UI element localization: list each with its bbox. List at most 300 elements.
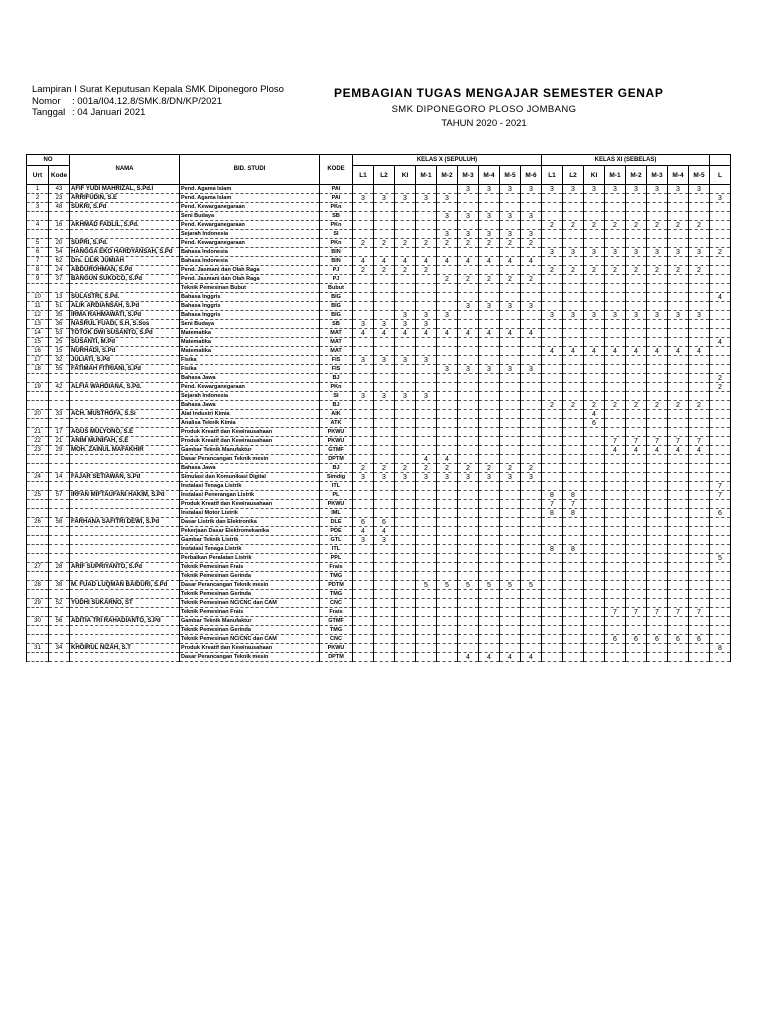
header-urt: Urt <box>27 166 49 185</box>
cell-hours <box>374 599 395 608</box>
cell-kode: PDE <box>320 527 353 536</box>
cell-kode: GTL <box>320 536 353 545</box>
cell-hours <box>500 293 521 302</box>
cell-bid-studi: Bahasa Jawa <box>180 464 320 473</box>
cell-hours <box>395 581 416 590</box>
header-class-col: M-1 <box>605 166 626 185</box>
cell-kode-no: 29 <box>49 446 70 455</box>
cell-hours <box>395 365 416 374</box>
cell-hours <box>416 599 437 608</box>
cell-hours <box>668 329 689 338</box>
header-class-col: M-6 <box>521 166 542 185</box>
cell-hours <box>458 428 479 437</box>
table-row <box>27 491 731 500</box>
cell-hours <box>584 239 605 248</box>
cell-hours: 2 <box>563 221 584 230</box>
cell-kode-no <box>49 635 70 644</box>
cell-hours <box>395 455 416 464</box>
cell-hours <box>458 203 479 212</box>
cell-hours <box>710 428 731 437</box>
cell-hours <box>710 500 731 509</box>
header-kelas-x: KELAS X (SEPULUH) <box>353 155 542 166</box>
cell-hours <box>605 599 626 608</box>
cell-hours <box>563 437 584 446</box>
cell-hours <box>668 545 689 554</box>
cell-hours: 3 <box>605 185 626 194</box>
cell-kode-no: 28 <box>49 563 70 572</box>
cell-hours <box>437 572 458 581</box>
cell-hours: 3 <box>521 473 542 482</box>
cell-kode-no <box>49 464 70 473</box>
cell-hours <box>668 410 689 419</box>
cell-hours <box>437 410 458 419</box>
cell-hours <box>689 329 710 338</box>
cell-hours <box>353 590 374 599</box>
cell-hours <box>710 239 731 248</box>
cell-hours <box>605 203 626 212</box>
table-row <box>27 446 731 455</box>
cell-hours <box>710 329 731 338</box>
cell-hours <box>563 212 584 221</box>
table-row <box>27 302 731 311</box>
cell-bid-studi: Gambar Teknik Listrik <box>180 536 320 545</box>
cell-hours: 4 <box>458 257 479 266</box>
cell-urt: 16 <box>27 347 49 356</box>
cell-hours <box>542 212 563 221</box>
cell-kode: PAI <box>320 185 353 194</box>
cell-hours: 3 <box>479 212 500 221</box>
cell-hours <box>710 401 731 410</box>
cell-hours: 3 <box>479 185 500 194</box>
cell-hours <box>668 365 689 374</box>
cell-hours: 2 <box>437 239 458 248</box>
cell-hours <box>710 392 731 401</box>
cell-hours <box>689 653 710 662</box>
cell-hours <box>563 302 584 311</box>
cell-hours <box>521 491 542 500</box>
cell-hours: 4 <box>668 347 689 356</box>
cell-bid-studi: Instalasi Motor Listrik <box>180 509 320 518</box>
cell-hours <box>521 437 542 446</box>
cell-nama <box>70 500 180 509</box>
cell-hours <box>458 221 479 230</box>
cell-hours: 5 <box>521 581 542 590</box>
cell-hours <box>584 383 605 392</box>
cell-hours <box>374 365 395 374</box>
cell-hours: 2 <box>437 275 458 284</box>
cell-kode-no: 13 <box>49 293 70 302</box>
cell-hours <box>521 194 542 203</box>
cell-hours <box>542 230 563 239</box>
cell-hours <box>500 428 521 437</box>
table-row <box>27 383 731 392</box>
cell-hours <box>668 392 689 401</box>
cell-hours <box>437 392 458 401</box>
cell-hours <box>647 302 668 311</box>
cell-hours <box>647 599 668 608</box>
cell-hours <box>500 446 521 455</box>
cell-hours: 3 <box>542 185 563 194</box>
cell-nama: ANIM MUNIFAH, S.E <box>70 437 180 446</box>
cell-hours: 2 <box>647 266 668 275</box>
cell-hours <box>542 302 563 311</box>
cell-hours <box>668 239 689 248</box>
cell-hours <box>668 302 689 311</box>
table-row <box>27 437 731 446</box>
cell-hours <box>647 239 668 248</box>
cell-hours <box>395 428 416 437</box>
cell-hours <box>479 563 500 572</box>
cell-bid-studi: Matematika <box>180 338 320 347</box>
cell-kode-no: 20 <box>49 239 70 248</box>
cell-hours: 4 <box>437 455 458 464</box>
cell-bid-studi: Teknik Pemesinan NC/CNC dan CAM <box>180 635 320 644</box>
cell-hours: 8 <box>542 545 563 554</box>
cell-hours <box>710 527 731 536</box>
cell-hours <box>647 257 668 266</box>
cell-hours <box>647 509 668 518</box>
cell-hours <box>563 239 584 248</box>
cell-hours <box>395 536 416 545</box>
cell-hours <box>689 536 710 545</box>
cell-hours: 2 <box>395 464 416 473</box>
table-row <box>27 203 731 212</box>
cell-hours <box>710 275 731 284</box>
cell-hours <box>437 419 458 428</box>
cell-hours: 3 <box>416 473 437 482</box>
cell-bid-studi: Pend. Kewarganegaraan <box>180 203 320 212</box>
cell-kode: Simdig <box>320 473 353 482</box>
cell-hours <box>521 563 542 572</box>
cell-hours <box>353 635 374 644</box>
cell-hours <box>542 554 563 563</box>
cell-kode: MAT <box>320 347 353 356</box>
cell-nama: NASRUL FUADI, S.H, S.Sos <box>70 320 180 329</box>
cell-hours <box>710 419 731 428</box>
cell-hours: 3 <box>458 473 479 482</box>
table-row <box>27 239 731 248</box>
cell-hours: 7 <box>710 491 731 500</box>
cell-kode-no: 53 <box>49 329 70 338</box>
cell-bid-studi: Bahasa Indonesia <box>180 248 320 257</box>
cell-hours <box>353 509 374 518</box>
cell-hours <box>605 284 626 293</box>
cell-hours <box>458 626 479 635</box>
cell-hours <box>542 356 563 365</box>
cell-hours <box>668 455 689 464</box>
nomor-line <box>32 96 284 108</box>
cell-urt: 24 <box>27 473 49 482</box>
cell-hours <box>353 221 374 230</box>
cell-hours <box>374 653 395 662</box>
cell-hours <box>479 446 500 455</box>
cell-hours: 2 <box>353 266 374 275</box>
cell-hours <box>626 230 647 239</box>
table-row <box>27 401 731 410</box>
cell-kode-no: 51 <box>49 302 70 311</box>
cell-kode: ITL <box>320 482 353 491</box>
cell-nama <box>70 626 180 635</box>
cell-kode-no <box>49 482 70 491</box>
cell-hours <box>500 203 521 212</box>
table-row <box>27 428 731 437</box>
cell-nama <box>70 392 180 401</box>
cell-hours <box>584 563 605 572</box>
cell-hours <box>647 572 668 581</box>
cell-hours <box>626 329 647 338</box>
cell-hours <box>605 644 626 653</box>
cell-hours <box>605 455 626 464</box>
cell-hours <box>710 437 731 446</box>
cell-nama: AFIF YUDI MAHRIZAL, S.Pd.I <box>70 185 180 194</box>
cell-hours: 2 <box>668 221 689 230</box>
cell-hours <box>437 590 458 599</box>
table-row <box>27 185 731 194</box>
cell-hours <box>584 293 605 302</box>
cell-hours: 6 <box>689 635 710 644</box>
cell-hours <box>626 356 647 365</box>
cell-bid-studi: Matematika <box>180 347 320 356</box>
cell-hours <box>479 194 500 203</box>
cell-kode: BIN <box>320 257 353 266</box>
cell-hours <box>626 428 647 437</box>
cell-hours <box>647 374 668 383</box>
cell-hours: 2 <box>563 401 584 410</box>
cell-hours <box>500 374 521 383</box>
cell-bid-studi: Matematika <box>180 329 320 338</box>
cell-bid-studi: Instalasi Tenaga Listrik <box>180 545 320 554</box>
cell-hours <box>563 383 584 392</box>
nomor-value: : 001a/I04.12.8/SMK.8/DN/KP/2021 <box>72 95 222 107</box>
cell-urt <box>27 545 49 554</box>
cell-hours <box>479 554 500 563</box>
cell-kode-no <box>49 536 70 545</box>
cell-hours <box>479 509 500 518</box>
cell-hours <box>563 563 584 572</box>
cell-hours <box>437 563 458 572</box>
cell-kode-no <box>49 608 70 617</box>
cell-hours <box>521 545 542 554</box>
cell-hours <box>353 599 374 608</box>
cell-hours <box>710 185 731 194</box>
cell-hours <box>479 419 500 428</box>
cell-hours <box>353 248 374 257</box>
cell-hours <box>710 230 731 239</box>
cell-hours <box>626 518 647 527</box>
cell-hours <box>437 185 458 194</box>
cell-bid-studi: Pend. Agama Islam <box>180 194 320 203</box>
cell-hours <box>458 563 479 572</box>
cell-hours <box>584 581 605 590</box>
cell-kode-no: 52 <box>49 599 70 608</box>
cell-hours: 4 <box>647 347 668 356</box>
cell-hours <box>584 500 605 509</box>
cell-kode: PL <box>320 491 353 500</box>
cell-hours <box>668 626 689 635</box>
cell-hours <box>689 284 710 293</box>
cell-hours <box>500 221 521 230</box>
cell-hours <box>416 527 437 536</box>
table-row <box>27 653 731 662</box>
cell-hours <box>437 536 458 545</box>
cell-hours <box>374 608 395 617</box>
cell-nama: ACH. MUSTHOFA, S.Si <box>70 410 180 419</box>
cell-hours <box>689 419 710 428</box>
cell-hours: 3 <box>605 311 626 320</box>
header-class-col: M-3 <box>458 166 479 185</box>
cell-hours <box>710 473 731 482</box>
cell-hours <box>605 473 626 482</box>
cell-hours <box>626 554 647 563</box>
cell-hours <box>458 635 479 644</box>
cell-hours: 4 <box>458 329 479 338</box>
cell-kode-no: 54 <box>49 248 70 257</box>
cell-hours <box>437 347 458 356</box>
cell-bid-studi: Produk Kreatif dan Kewirausahaan <box>180 428 320 437</box>
cell-hours: 3 <box>416 194 437 203</box>
cell-hours <box>521 320 542 329</box>
cell-hours <box>668 464 689 473</box>
cell-hours <box>437 293 458 302</box>
cell-hours <box>584 536 605 545</box>
cell-hours <box>605 212 626 221</box>
cell-hours: 2 <box>416 239 437 248</box>
cell-hours <box>563 482 584 491</box>
cell-hours: 3 <box>521 365 542 374</box>
cell-hours <box>668 194 689 203</box>
cell-hours <box>500 482 521 491</box>
cell-kode-no: 33 <box>49 410 70 419</box>
cell-nama <box>70 464 180 473</box>
cell-hours <box>668 257 689 266</box>
cell-hours <box>479 608 500 617</box>
cell-hours <box>647 320 668 329</box>
cell-nama: M. FUAD LUQMAN BAIDURI, S.Pd <box>70 581 180 590</box>
cell-hours <box>584 653 605 662</box>
cell-hours <box>458 500 479 509</box>
cell-hours <box>458 194 479 203</box>
cell-hours <box>584 320 605 329</box>
cell-kode-no <box>49 590 70 599</box>
cell-nama: ABDUROHMAN, S.Pd <box>70 266 180 275</box>
cell-bid-studi: Bahasa Jawa <box>180 401 320 410</box>
cell-hours <box>626 293 647 302</box>
cell-hours <box>542 617 563 626</box>
cell-hours <box>563 554 584 563</box>
cell-nama <box>70 455 180 464</box>
cell-hours <box>563 293 584 302</box>
cell-hours: 2 <box>374 464 395 473</box>
cell-hours <box>668 563 689 572</box>
cell-hours: 2 <box>626 401 647 410</box>
cell-kode: PKn <box>320 383 353 392</box>
cell-hours: 4 <box>626 446 647 455</box>
cell-hours <box>374 185 395 194</box>
cell-nama: FAJAR SETIAWAN, S.Pd <box>70 473 180 482</box>
cell-bid-studi: Alat Industri Kimia <box>180 410 320 419</box>
cell-hours <box>647 275 668 284</box>
cell-hours <box>479 320 500 329</box>
cell-hours: 4 <box>353 257 374 266</box>
cell-hours <box>584 284 605 293</box>
cell-urt: 30 <box>27 617 49 626</box>
table-row <box>27 455 731 464</box>
cell-hours <box>689 239 710 248</box>
cell-bid-studi: Pend. Jasmani dan Olah Raga <box>180 266 320 275</box>
cell-hours <box>353 347 374 356</box>
table-row <box>27 311 731 320</box>
cell-hours <box>584 356 605 365</box>
cell-hours <box>395 590 416 599</box>
cell-hours <box>521 221 542 230</box>
cell-hours <box>542 392 563 401</box>
cell-hours <box>437 482 458 491</box>
cell-hours: 4 <box>605 446 626 455</box>
cell-hours <box>521 518 542 527</box>
cell-hours <box>605 626 626 635</box>
cell-hours <box>584 527 605 536</box>
cell-nama: FARHANA SAFITRI DEWI, S.Pd <box>70 518 180 527</box>
cell-hours <box>479 392 500 401</box>
cell-hours <box>605 257 626 266</box>
cell-hours: 5 <box>479 581 500 590</box>
table-row <box>27 212 731 221</box>
cell-hours <box>374 230 395 239</box>
cell-urt: 6 <box>27 248 49 257</box>
cell-bid-studi: Seni Budaya <box>180 320 320 329</box>
header-class-col: L1 <box>542 166 563 185</box>
cell-hours <box>353 653 374 662</box>
cell-hours: 3 <box>353 392 374 401</box>
cell-hours <box>395 554 416 563</box>
cell-hours: 3 <box>605 248 626 257</box>
cell-hours <box>521 428 542 437</box>
cell-hours <box>542 257 563 266</box>
cell-hours <box>626 392 647 401</box>
cell-hours <box>542 320 563 329</box>
cell-hours <box>353 410 374 419</box>
cell-kode: BJ <box>320 464 353 473</box>
cell-hours: 2 <box>353 239 374 248</box>
cell-hours <box>479 266 500 275</box>
cell-hours <box>521 266 542 275</box>
cell-hours <box>710 410 731 419</box>
cell-hours <box>416 212 437 221</box>
cell-hours <box>605 419 626 428</box>
table-row <box>27 527 731 536</box>
cell-hours: 3 <box>563 311 584 320</box>
cell-hours <box>395 230 416 239</box>
cell-hours <box>542 599 563 608</box>
cell-hours <box>479 599 500 608</box>
cell-hours: 7 <box>605 437 626 446</box>
cell-hours: 3 <box>374 356 395 365</box>
cell-hours: 2 <box>668 401 689 410</box>
cell-hours <box>458 248 479 257</box>
teaching-assignment-table <box>26 154 731 662</box>
cell-hours: 4 <box>668 446 689 455</box>
cell-hours <box>395 203 416 212</box>
cell-kode: CNC <box>320 599 353 608</box>
cell-bid-studi: Dasar Perancangan Teknik mesin <box>180 653 320 662</box>
cell-hours: 4 <box>479 653 500 662</box>
cell-hours <box>479 572 500 581</box>
cell-hours <box>710 608 731 617</box>
header-bid-studi: BID. STUDI <box>180 155 320 185</box>
cell-hours <box>437 266 458 275</box>
cell-hours <box>416 518 437 527</box>
cell-hours <box>542 428 563 437</box>
